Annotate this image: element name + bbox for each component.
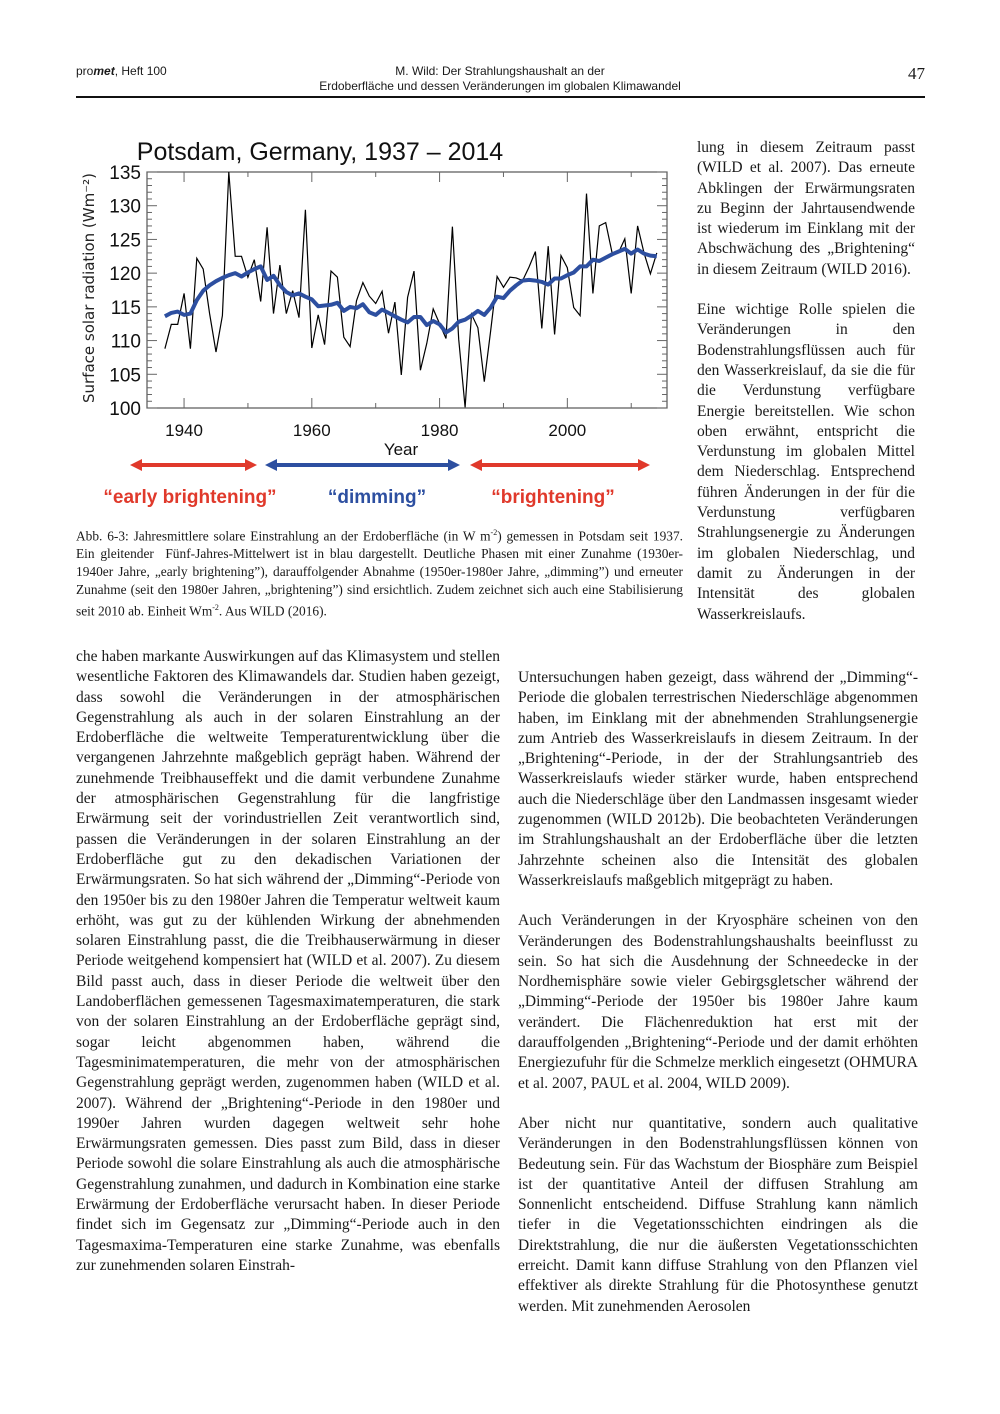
journal-prefix: pro <box>76 64 94 78</box>
paragraph: che haben markante Auswirkungen auf das Klimasystem und stellen wesentliche Faktoren des Klimawandels dar. Studien haben gezeigt, dass sowohl die Veränderungen in der atmosphärischen Gegenstrahlung als auch in der solaren Einstrahlung an der Erdoberfläche die weltweite Temperaturentwicklung über die vergangenen Jahrzehnte maßgeblich geprägt haben. Während der zunehmende Treibhauseffekt und die damit verbundene Zunahme der atmosphärischen Gegenstrahlung für die langfristige Erwärmung seit der vorindustriellen Zeit verantwortlich sind, passen die Veränderungen in der solaren Einstrahlung an der Erdoberfläche gut zu den dekadischen Variationen der Erwärmungsraten. So hat sich während der „Dimming“-Periode von den 1950er bis zu den 1980er Jahren die Temperatur weltweit kaum erhöht, was gut zu der kühlenden Wirkung der abnehmenden solaren Einstrahlung passt, die die Treibhauserwärmung in dieser Periode weitgehend kompensiert hat (WILD et al. 2007). Zu diesem Bild passt auch, dass in dieser Periode die weltweit über den Landoberflächen gemessenen Tagesmaximatemperaturen, die stark von der solaren Einstrahlung an der Erdoberfläche geprägt sind, sogar leicht abgenommen haben, während die Tagesminimatemperaturen, die mehr von der atmosphärischen Gegenstrahlung geprägt werden, zugenommen haben (WILD et al. 2007). Während der „Brightening“-Periode in den 1980er und 1990er Jahren wurden dagegen weltweit sehr hohe Erwärmungsraten gemessen. Dies passt zum Bild, dass in dieser Periode sowohl die solare Einstrahlung als auch die atmosphärische Gegenstrahlung zunahmen, und dadurch in Kombination eine starke Erwärmung der Erdoberfläche verursacht haben. In dieser Periode findet sich im Gegensatz zur „Dimming“-Periode auch in den Tagesmaxima-Temperaturen eine starke Zunahme, was ebenfalls zur zunehmenden solaren Einstrah- <box>76 648 500 1274</box>
phase-label: “brightening” <box>491 487 615 508</box>
axes <box>109 163 667 440</box>
phase-label: “dimming” <box>327 487 427 508</box>
svg-text:125: 125 <box>109 230 141 252</box>
paragraph: Auch Veränderungen in der Kryosphäre scheinen von den Veränderungen des Bodenstrahlungshaushalts beeinflusst zu sein. So hat sich die Ausdehnung der Schneedecke in der Nordhemisphäre sowie vieler Gebirgsgletscher während der „Dimming“-Periode der 1950er bis 1980er Jahre kaum verändert. Die Flächenreduktion hat erst mit der darauffolgenden „Brightening“-Periode und der damit erhöhten Energiezufuhr für die Schmelze merklich eingesetzt (OHMURA et al. 2007, PAUL et al. 2004, WILD 2009). <box>518 912 918 1092</box>
svg-text:100: 100 <box>109 399 141 420</box>
figure-potsdam-chart <box>75 130 685 515</box>
right-column-top <box>697 138 915 625</box>
figure-caption: Abb. 6-3: Jahresmittlere solare Einstrahlung an der Erdoberfläche (in W $m^{-2}$) gemessen in Potsdam seit 1937. Ein gleitender Fünf-Jahres-Mittelwert ist in blau dargestellt. Deutliche Phasen mit einer Zunahme (1930er-1940er Jahre, „early brightening”), darauffolgender Abnahme (1950er-1980er Jahre, „dimming”) und erneuter Zunahme (seit den 1980er Jahren, „brightening”) sind ersichtlich. Zudem zeichnet sich auch eine Stabilisierung seit 2010 ab. Einheit $Wm^{-2}$. Aus WILD (2016). <box>76 528 683 619</box>
svg-text:105: 105 <box>109 365 141 387</box>
y-axis-label: Surface solar radiation (Wm⁻²) <box>80 172 98 404</box>
running-title-line2: Erdoberfläche und dessen Veränderungen im globalen Klimawandel <box>319 79 681 93</box>
svg-text:115: 115 <box>110 297 141 319</box>
chart-title: Potsdam, Germany, 1937 – 2014 <box>136 138 504 166</box>
journal-name <box>76 64 167 78</box>
x-axis-label: Year <box>383 440 419 459</box>
paragraph: Aber nicht nur quantitative, sondern auch qualitative Veränderungen in den Bodenstrahlungsflüssen können von Bedeutung sein. Für das Wachstum der Biosphäre zum Beispiel ist der quantitative Anteil der diffusen Strahlung am Sonnenlicht entscheidend. Diffuse Strahlung kann nämlich tiefer in die Vegetationsschichten eindringen als die Direktstrahlung, die nur die äußersten Vegetationsschichten erreicht. Damit kann diffuse Strahlung von den Pflanzen viel effektiver als direkte Strahlung für die Photosynthese genutzt werden. Mit zunehmenden Aerosolen <box>518 1114 918 1315</box>
svg-text:1960: 1960 <box>292 421 331 440</box>
svg-text:135: 135 <box>109 163 141 184</box>
page-number: 47 <box>908 64 925 83</box>
left-column <box>76 647 500 1276</box>
svg-text:120: 120 <box>109 264 141 286</box>
svg-text:130: 130 <box>109 196 141 218</box>
svg-text:110: 110 <box>110 331 141 353</box>
svg-text:1980: 1980 <box>420 421 459 440</box>
annual-series-line <box>165 172 657 407</box>
right-column-bottom <box>518 668 918 1317</box>
running-title-line1: M. Wild: Der Strahlungshaushalt an der <box>395 64 605 78</box>
paragraph: Eine wichtige Rolle spielen die Veränderungen in den Bodenstrahlungsflüssen auch für den Wasserkreislauf, da sie die für die Verdunstung verfügbare Energie bereitstellen. Wie schon oben erwähnt, entspricht die Verdunstung im globalen Mittel dem Niederschlag. Entsprechend führen Änderungen in der für die Verdunstung verfügbaren Strahlungsenergie zu Änderungen im globalen Niederschlag, und damit zu Änderungen in der Intensität des globalen Wasserkreislaufs. <box>697 301 915 623</box>
line-chart <box>75 130 685 515</box>
paragraph: Untersuchungen haben gezeigt, dass während der „Dimming“-Periode die globalen terrestrischen Niederschläge abgenommen haben, im Einklang mit der abnehmenden Strahlungsenergie zum Antrieb des Wasserkreislaufs in diesem Zeitraum. In der „Brightening“-Periode, in der der Strahlungsantrieb des Wasserkreislaufs wieder stärker wurde, haben entsprechend auch die Niederschläge über den Landmassen insgesamt wieder zugenommen (WILD 2012b). Die beobachteten Veränderungen im Strahlungshaushalt an der Erdoberfläche über die letzten Jahrzehnte scheinen also die Intensität des globalen Wasserkreislaufs maßgeblich mitgeprägt zu haben. <box>518 669 918 889</box>
journal-issue: , Heft 100 <box>114 64 167 78</box>
svg-text:1940: 1940 <box>165 421 203 440</box>
running-title <box>290 64 710 94</box>
phase-arrows <box>103 459 650 508</box>
header-rule <box>76 96 925 98</box>
journal-bold: met <box>93 64 115 78</box>
paragraph: lung in diesem Zeitraum passt (WILD et al. 2007). Das erneute Abklingen der Erwärmungsraten zu Beginn der Jahrtausendwende ist wiederum im Einklang mit der Abschwächung des „Brightening“ in diesem Zeitraum (WILD 2016). <box>697 139 915 278</box>
svg-text:2000: 2000 <box>548 421 587 440</box>
phase-label: “early brightening” <box>103 487 277 508</box>
